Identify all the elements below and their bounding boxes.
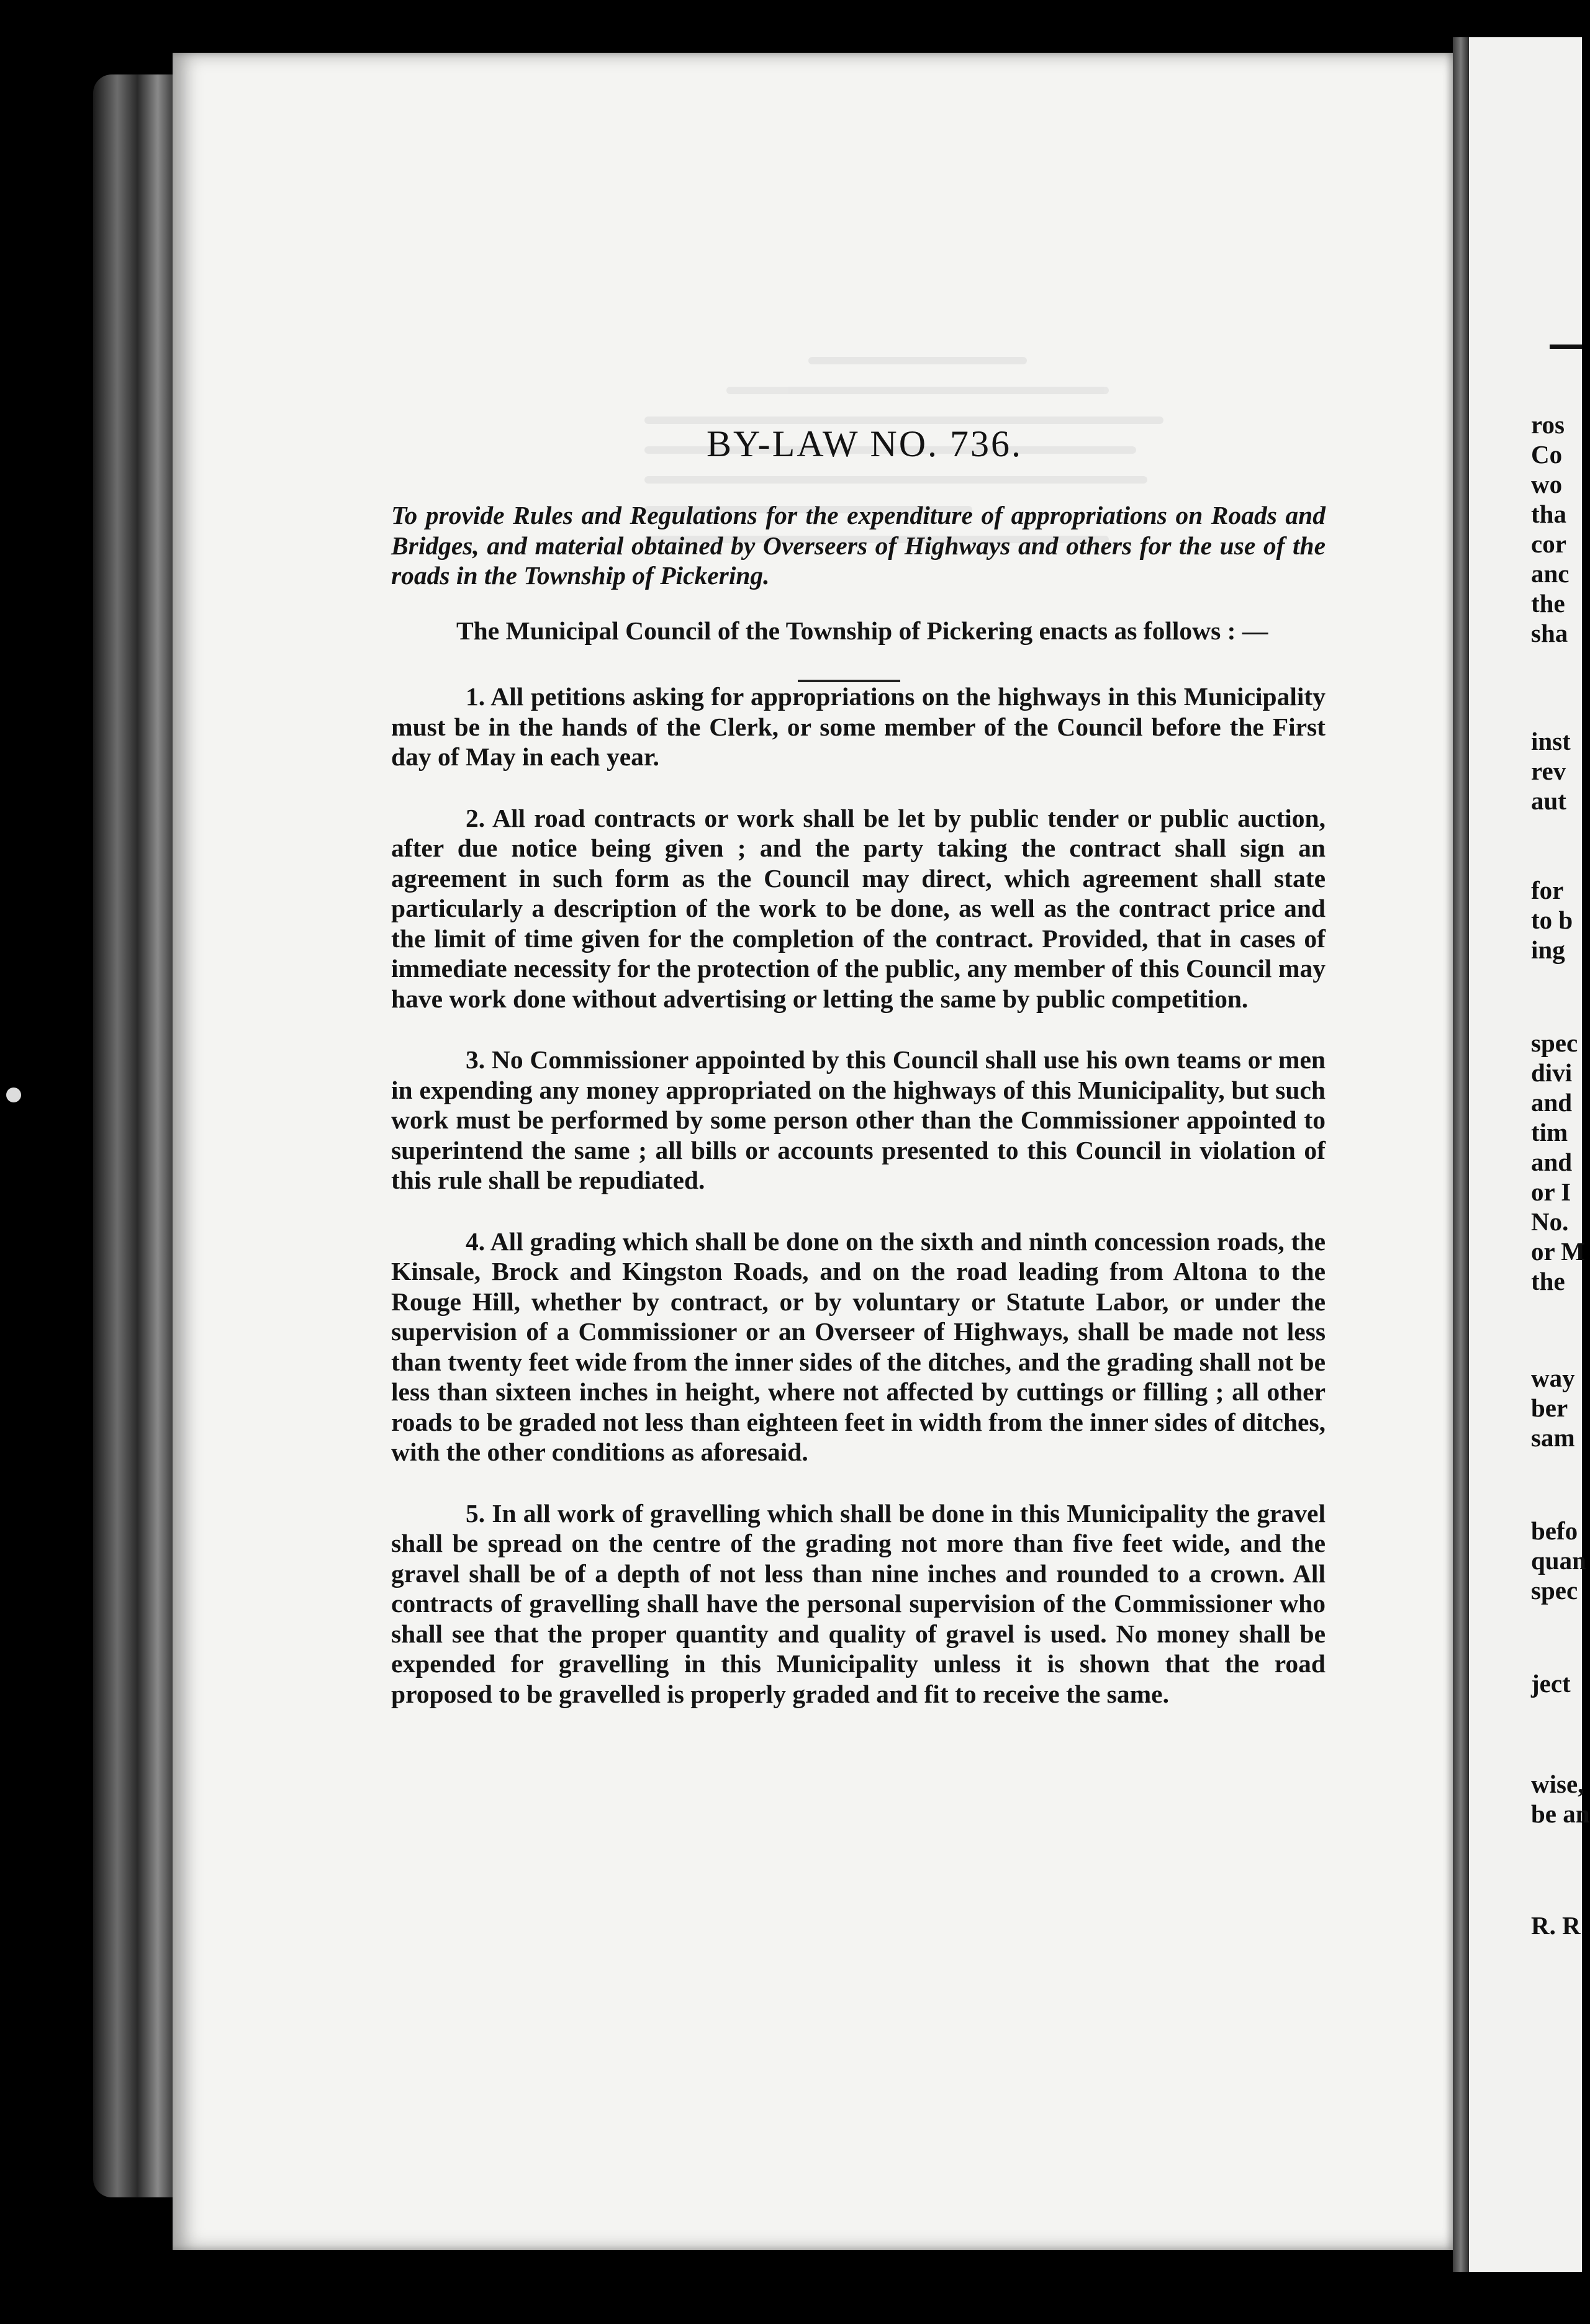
page-gutter [1453, 37, 1469, 2272]
adjacent-fragment: for [1531, 876, 1564, 904]
enacting-clause: The Municipal Council of the Township of Pickering enacts as follows : — [456, 616, 1268, 645]
adjacent-fragment: ros [1531, 410, 1565, 439]
adjacent-fragment: sha [1531, 619, 1568, 647]
adjacent-fragment: No. [1531, 1207, 1569, 1236]
section-rule [798, 680, 900, 682]
adjacent-fragment: Co [1531, 440, 1563, 469]
adjacent-fragment: or M [1531, 1237, 1585, 1266]
bylaw-preamble: To provide Rules and Regulations for the expenditure of appropriations on Roads and Bridges, and material obtained by Overseers of Highways and others for the use of the roads in the Township of Pickering. [391, 501, 1326, 590]
adjacent-fragment: spec [1531, 1029, 1578, 1057]
adjacent-fragment: ber [1531, 1394, 1568, 1422]
clause-4: 4. All grading which shall be done on the sixth and ninth concession roads, the Kinsale, Brock and Kingston Roads, and on the road leading from Altona to the Rouge Hill, whether by contract, or by voluntary or Statute Labor, or under the supervision of a Commissioner or an Overseer of Highways, shall be made not less than twenty feet wide from the inner sides of the ditches, and the grading shall not be less than sixteen inches in height, where not affected by cuttings or filling ; all other roads to be graded not less than eighteen feet in width from the inner sides of ditches, with the other conditions as aforesaid. [391, 1227, 1326, 1466]
adjacent-fragment: the [1531, 1267, 1565, 1295]
adjacent-fragment: tha [1531, 500, 1566, 528]
adjacent-fragment: sam [1531, 1423, 1575, 1452]
book-edge [93, 74, 174, 2197]
clause-1: 1. All petitions asking for appropriations on the highways in this Municipality must be in the hands of the Clerk, or some member of the Council before the First day of May in each year. [391, 682, 1326, 771]
adjacent-fragment: anc [1531, 559, 1570, 588]
adjacent-page-rule [1550, 345, 1582, 349]
adjacent-fragment: be an [1531, 1799, 1590, 1828]
adjacent-fragment: and [1531, 1148, 1573, 1176]
bylaw-title: BY-LAW NO. 736. [706, 423, 1023, 464]
adjacent-fragment: wo [1531, 470, 1563, 498]
adjacent-fragment: ing [1531, 935, 1565, 964]
adjacent-fragment: befo [1531, 1516, 1578, 1545]
adjacent-fragment: and [1531, 1088, 1573, 1117]
adjacent-fragment: spec [1531, 1576, 1578, 1605]
adjacent-fragment: quan [1531, 1546, 1586, 1575]
adjacent-fragment: the [1531, 589, 1565, 618]
adjacent-fragment: rev [1531, 757, 1566, 785]
adjacent-fragment: to b [1531, 906, 1573, 934]
adjacent-fragment: wise, [1531, 1770, 1584, 1798]
adjacent-fragment: inst [1531, 727, 1571, 755]
adjacent-fragment: tim [1531, 1118, 1568, 1146]
adjacent-fragment: or I [1531, 1178, 1571, 1206]
clause-2: 2. All road contracts or work shall be let by public tender or public auction, after due notice being given ; and the party taking the contract shall sign an agreement in such form as the Council may direct, which agreement shall state particularly a description of the work to be done, as well as the contract price and the limit of time given for the completion of the contract. Provided, that in cases of immediate necessity for the protection of the public, any member of this Council may have work done without advertising or letting the same by public competition. [391, 803, 1326, 1013]
adjacent-fragment: divi [1531, 1058, 1573, 1087]
clause-5: 5. In all work of gravelling which shall be done in this Municipality the gravel shall be spread on the centre of the grading not more than five feet wide, and the gravel shall be of a depth of not less than nine inches and rounded to a crown. All contracts of gravelling shall have the personal supervision of the Commissioner who shall see that the proper quantity and quality of gravel is used. No money shall be expended for gravelling in this Municipality unless it is shown that the road proposed to be gravelled is properly graded and fit to receive the same. [391, 1498, 1326, 1708]
adjacent-fragment: cor [1531, 529, 1566, 558]
adjacent-fragment: ject [1531, 1669, 1571, 1698]
scan-speck [6, 1088, 21, 1102]
adjacent-fragment: way [1531, 1364, 1575, 1392]
adjacent-page [1469, 37, 1590, 2272]
adjacent-fragment: R. R [1531, 1911, 1581, 1940]
clause-3: 3. No Commissioner appointed by this Council shall use his own teams or men in expending any money appropriated on the highways of this Municipality, but such work must be performed by some person other than the Commissioner appointed to superintend the same ; all bills or accounts presented to this Council in violation of this rule shall be repudiated. [391, 1045, 1326, 1194]
bylaw-text [391, 422, 1326, 1740]
adjacent-fragment: aut [1531, 786, 1566, 815]
